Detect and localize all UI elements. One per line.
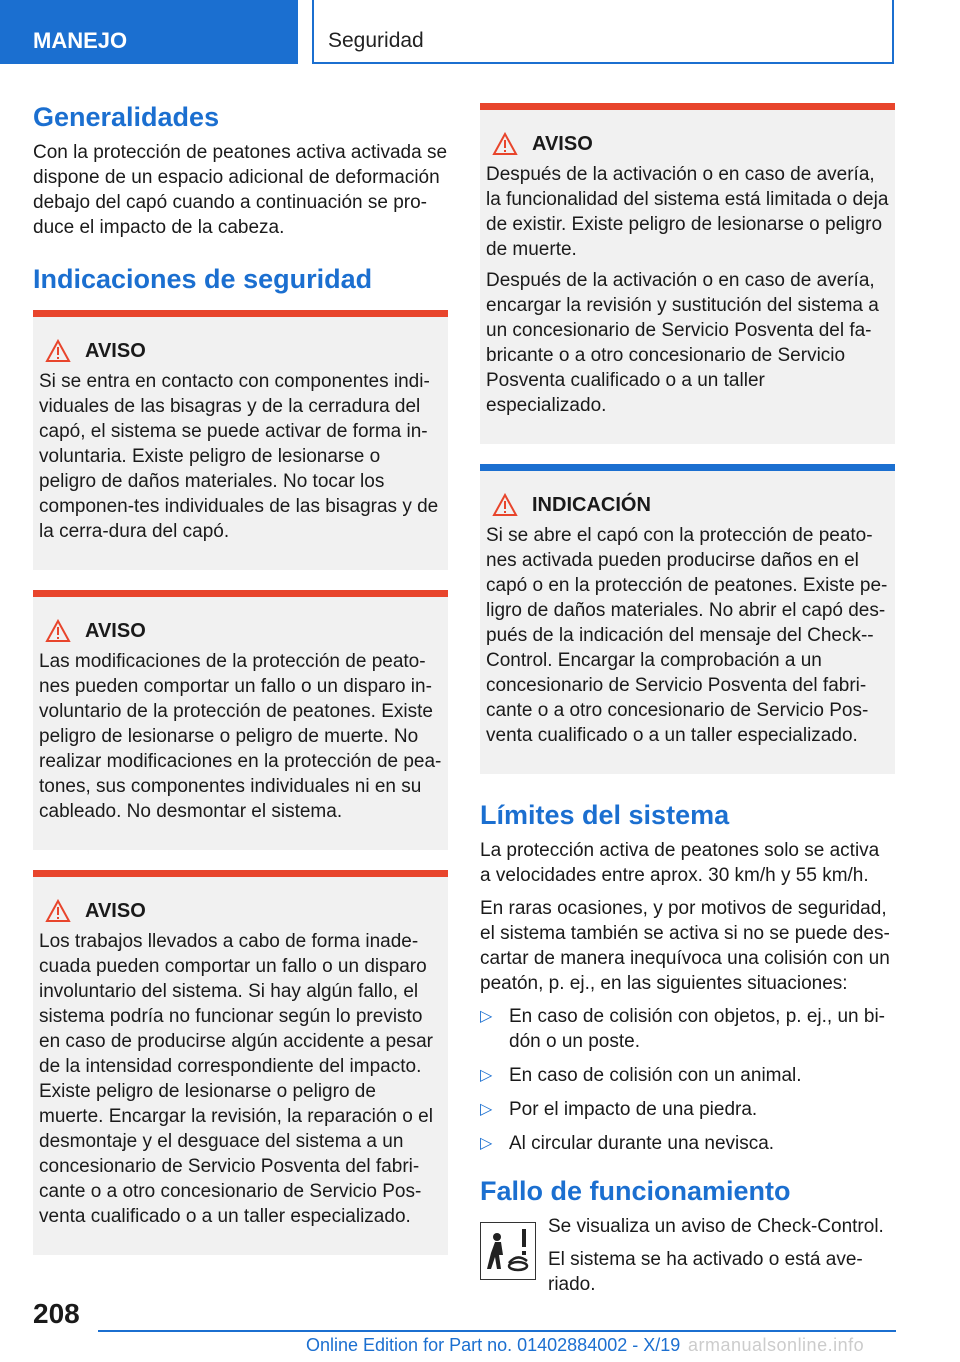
paragraph-limites-2: En raras ocasiones, y por motivos de seguridad, el sistema también se activa si no se puede des-cartar de manera inequívoca una colisión con un peatón, p. ej., en las siguientes situaciones: (480, 898, 890, 994)
watermark: armanualsonline.info (688, 1335, 865, 1355)
paragraph-fallo-1: Se visualiza un aviso de Check-Control. (548, 1216, 884, 1237)
warning-box (480, 103, 895, 444)
triangle-bullet-icon: ▷ (480, 1135, 493, 1152)
warning-triangle-icon (45, 619, 71, 643)
list-item: ▷ Por el impacto de una piedra. (480, 1099, 758, 1120)
warning-triangle-icon (45, 899, 71, 923)
warning-title: AVISO (85, 900, 146, 922)
footer-divider (98, 1330, 896, 1332)
right-column (480, 103, 895, 1305)
paragraph-generalidades: Con la protección de peatones activa activada se dispone de un espacio adicional de deformación debajo del capó cuando a continuación se pro-duce el impacto de la cabeza. (33, 142, 448, 238)
triangle-bullet-icon: ▷ (480, 1008, 493, 1025)
warning-box (33, 870, 448, 1255)
header-section: MANEJO (0, 0, 298, 64)
triangle-bullet-icon: ▷ (480, 1101, 493, 1118)
heading-generalidades: Generalidades (33, 102, 220, 132)
warning-triangle-icon (492, 132, 518, 156)
situations-list (480, 1004, 895, 1156)
warning-title: AVISO (85, 620, 146, 642)
note-title: INDICACIÓN (532, 494, 651, 516)
heading-limites: Límites del sistema (480, 800, 730, 830)
note-text: Si se abre el capó con la protección de peato-nes activada pueden producirse daños en el capó o en la protección de peatones. Existe pe-ligro de daños materiales. No abrir el capó des-pués de la indicación del mensaje del Check--Control. Encargar la comprobación a un concesionario de Servicio Posventa del fabri-cante o a otro concesionario de Servicio Pos-venta cualificado o a un taller especializado. (486, 525, 888, 746)
heading-indicaciones: Indicaciones de seguridad (33, 264, 373, 294)
paragraph-fallo-2: El sistema se ha activado o está ave-riado. (548, 1249, 863, 1295)
warning-title: AVISO (532, 133, 593, 155)
header-chapter: Seguridad (312, 0, 894, 64)
warning-text: Los trabajos llevados a cabo de forma inade-cuada pueden comportar un fallo o un disparo involuntario del sistema. Si hay algún fallo, el sistema podría no funcionar según lo previsto en caso de producirse algún accidente a pesar de la intensidad correspondiente del impacto. Existe peligro de lesionarse o peligro de muerte. Encargar la revisión, la reparación o el desmontaje y el desguace del sistema a un concesionario de Servicio Posventa del fabri-cante o a otro concesionario de Servicio Pos-venta cualificado o a un taller especializado. (39, 931, 433, 1227)
list-item: ▷ En caso de colisión con un animal. (480, 1065, 802, 1086)
list-item: ▷ En caso de colisión con objetos, p. ej., un bi-dón o un poste. (480, 1006, 886, 1052)
warning-text: Después de la activación o en caso de avería, encargar la revisión y sustitución del sistema a un concesionario de Servicio Posventa del fa-bricante o a otro concesionario de Servicio Posventa cualificado o a un taller especializado. (486, 270, 879, 416)
note-box (480, 464, 895, 774)
warning-triangle-icon (45, 339, 71, 363)
warning-text: Las modificaciones de la protección de peato-nes pueden comportar un fallo o un disparo in-voluntario de la protección de peatones. Existe peligro de lesionarse o peligro de muerte. No realizar modificaciones en la protección de pea-tones, sus componentes individuales ni en su cableado. No desmontar el sistema. (39, 651, 442, 822)
warning-title: AVISO (85, 340, 146, 362)
warning-text: Después de la activación o en caso de avería, la funcionalidad del sistema está limitada o deja de existir. Existe peligro de lesionarse o peligro de muerte. (486, 164, 889, 260)
pedestrian-protection-icon (480, 1222, 536, 1280)
warning-triangle-icon (492, 493, 518, 517)
warning-text: Si se entra en contacto con componentes indi-viduales de las bisagras y de la cerradura del capó, el sistema se puede activar de forma in-voluntaria. Existe peligro de lesionarse o peligro de daños materiales. No tocar los componen-tes individuales de las bisagras y de la cerra-dura del capó. (39, 371, 439, 542)
paragraph-limites-1: La protección activa de peatones solo se activa a velocidades entre aprox. 30 km/h y 55 km/h. (480, 840, 880, 886)
warning-box (33, 590, 448, 850)
warning-box (33, 310, 448, 570)
triangle-bullet-icon: ▷ (480, 1067, 493, 1084)
list-item: ▷ Al circular durante una nevisca. (480, 1133, 775, 1154)
footer-edition: Online Edition for Part no. 01402884002 - X/19 (306, 1335, 681, 1355)
page-number: 208 (33, 1298, 80, 1329)
left-column (33, 100, 448, 1275)
heading-fallo: Fallo de funcionamiento (480, 1176, 791, 1206)
